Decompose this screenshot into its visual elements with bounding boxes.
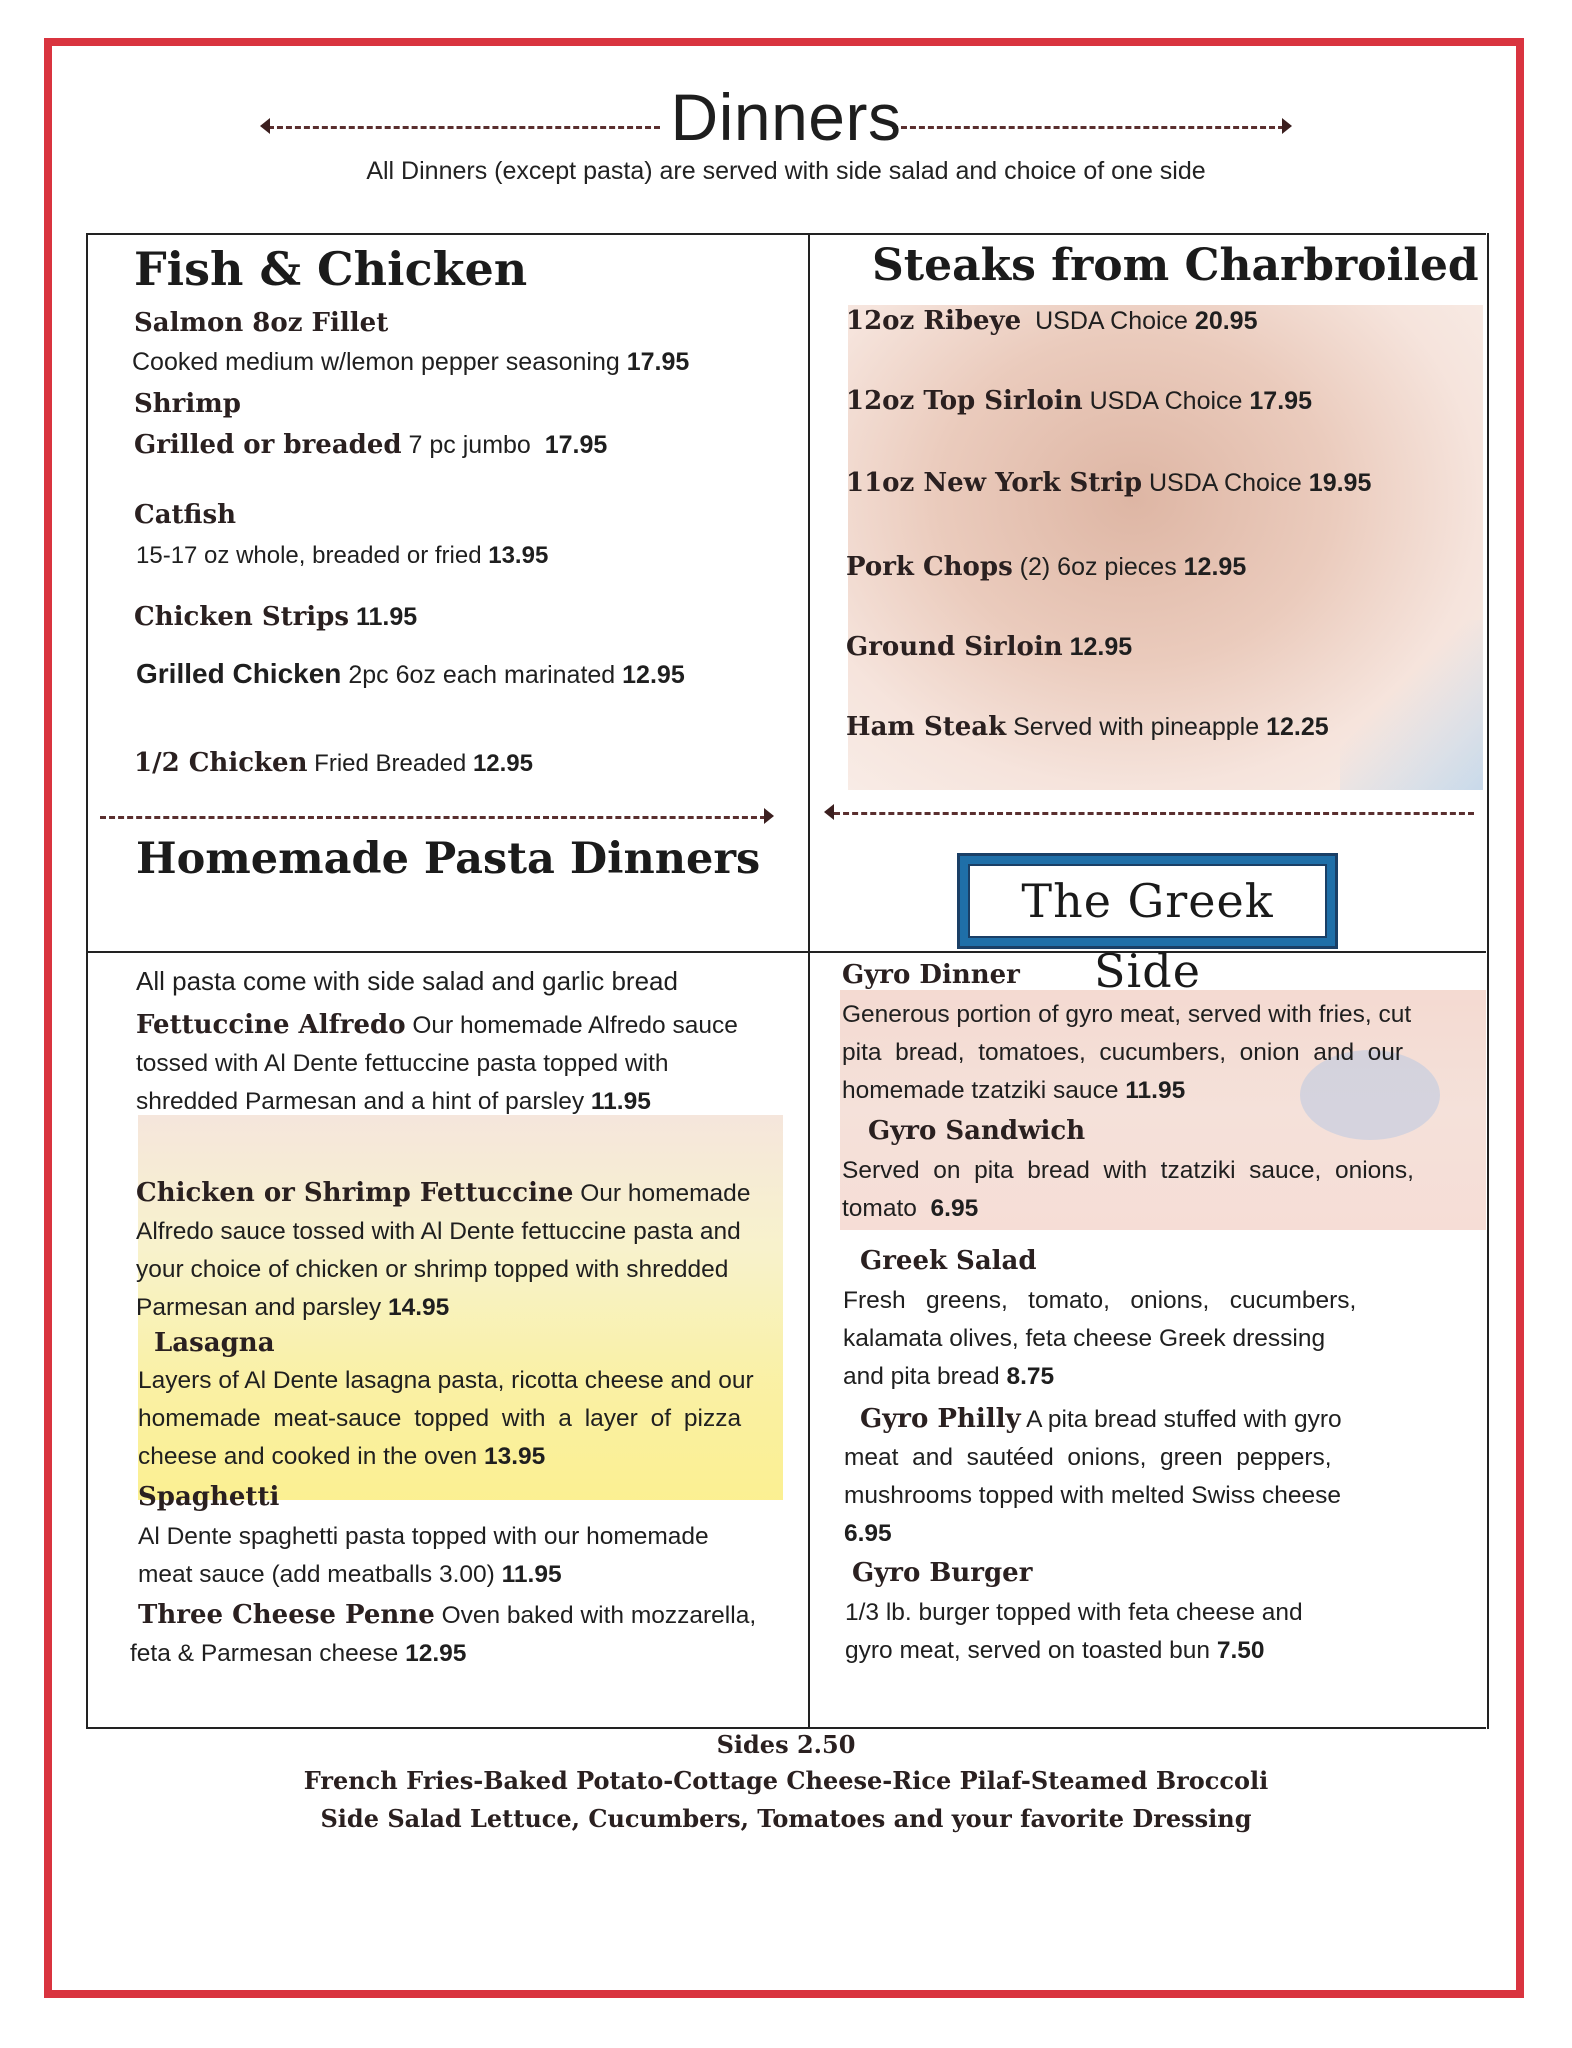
salmon-line: Cooked medium w/lemon pepper seasoning 17.95 — [132, 348, 690, 376]
grid-row-divider — [86, 951, 1486, 953]
steak-photo-plate — [1340, 620, 1483, 790]
ny-strip-line: 11oz New York Strip USDA Choice 19.95 — [846, 468, 1372, 498]
gyro-dinner-name: Gyro Dinner — [842, 960, 1020, 990]
chicken-strips-line: Chicken Strips 11.95 — [134, 602, 418, 632]
gyro-philly-item: Gyro Philly A pita bread stuffed with gyro meat and sautéed onions, green peppers, mushrooms topped with melted Swiss cheese 6.95 — [844, 1404, 1342, 1547]
fettuccine-alfredo-item: Fettuccine Alfredo Our homemade Alfredo sauce tossed with Al Dente fettuccine pasta topped with shredded Parmesan and a hint of parsley 11.95 — [136, 1010, 738, 1115]
lasagna-desc: Layers of Al Dente lasagna pasta, ricotta cheese and our homemade meat-sauce topped with a layer of pizza cheese and cooked in the oven 13.95 — [138, 1367, 754, 1470]
shrimp-line: Grilled or breaded 7 pc jumbo 17.95 — [134, 430, 608, 460]
top-sirloin-line: 12oz Top Sirloin USDA Choice 17.95 — [846, 386, 1312, 416]
right-separator-arrow-icon — [824, 804, 834, 820]
shrimp-name: Shrimp — [134, 389, 241, 419]
catfish-line: 15-17 oz whole, breaded or fried 13.95 — [136, 542, 549, 569]
spaghetti-name: Spaghetti — [138, 1482, 280, 1512]
left-separator — [100, 816, 766, 819]
gyro-burger-name: Gyro Burger — [852, 1558, 1033, 1588]
grid-bottom — [86, 1727, 1486, 1729]
gyro-dinner-desc: Generous portion of gyro meat, served with fries, cut pita bread, tomatoes, cucumbers, onion and our homemade tzatziki sauce 11.95 — [842, 1001, 1412, 1104]
greek-salad-desc: Fresh greens, tomato, onions, cucumbers, kalamata olives, feta cheese Greek dressing and pita bread 8.75 — [843, 1287, 1357, 1390]
fish-chicken-heading: Fish & Chicken — [134, 242, 528, 296]
catfish-name: Catfish — [134, 500, 236, 530]
greek-heading-box — [957, 853, 1338, 998]
page-title: Dinners — [670, 80, 902, 154]
gyro-burger-desc: 1/3 lb. burger topped with feta cheese and gyro meat, served on toasted bun 7.50 — [845, 1599, 1303, 1664]
sides-line-1: French Fries-Baked Potato-Cottage Cheese-Rice Pilaf-Steamed Broccoli — [303, 1766, 1269, 1795]
grid-top — [86, 233, 1486, 235]
grilled-chicken-line: Grilled Chicken 2pc 6oz each marinated 12.95 — [136, 658, 685, 689]
left-separator-arrow-icon — [764, 808, 774, 824]
pork-chops-line: Pork Chops (2) 6oz pieces 12.95 — [846, 552, 1247, 582]
grid-middle — [808, 233, 810, 1729]
steaks-heading: Steaks from Charbroiled — [872, 240, 1479, 291]
ribeye-line: 12oz Ribeye USDA Choice 20.95 — [846, 306, 1258, 336]
ham-steak-line: Ham Steak Served with pineapple 12.25 — [846, 712, 1329, 742]
greek-heading: The Greek Side — [968, 864, 1327, 938]
sides-line-2: Side Salad Lettuce, Cucumbers, Tomatoes and your favorite Dressing — [320, 1804, 1252, 1833]
gyro-sandwich-desc: Served on pita bread with tzatziki sauce, onions, tomato 6.95 — [842, 1157, 1414, 1222]
greek-salad-name: Greek Salad — [860, 1246, 1037, 1276]
right-separator — [834, 812, 1474, 815]
half-chicken-line: 1/2 Chicken Fried Breaded 12.95 — [134, 748, 533, 778]
page-subtitle: All Dinners (except pasta) are served with side salad and choice of one side — [366, 157, 1206, 185]
salmon-name: Salmon 8oz Fillet — [134, 308, 389, 338]
grid-left — [86, 233, 88, 1729]
chicken-shrimp-fettuccine-item: Chicken or Shrimp Fettuccine Our homemade Alfredo sauce tossed with Al Dente fettuccine pasta and your choice of chicken or shrimp topped with shredded Parmesan and parsley 14.95 — [136, 1178, 751, 1321]
pasta-heading: Homemade Pasta Dinners — [136, 834, 761, 884]
pasta-intro: All pasta come with side salad and garlic bread — [136, 966, 678, 996]
three-cheese-penne-item: Three Cheese Penne Oven baked with mozzarella, feta & Parmesan cheese 12.95 — [130, 1600, 757, 1667]
gyro-sandwich-name: Gyro Sandwich — [868, 1116, 1086, 1146]
lasagna-name: Lasagna — [154, 1328, 275, 1358]
grid-right — [1487, 233, 1489, 1729]
sides-title: Sides 2.50 — [716, 1730, 856, 1759]
ground-sirloin-line: Ground Sirloin 12.95 — [846, 632, 1133, 662]
spaghetti-desc: Al Dente spaghetti pasta topped with our homemade meat sauce (add meatballs 3.00) 11.95 — [138, 1523, 709, 1588]
